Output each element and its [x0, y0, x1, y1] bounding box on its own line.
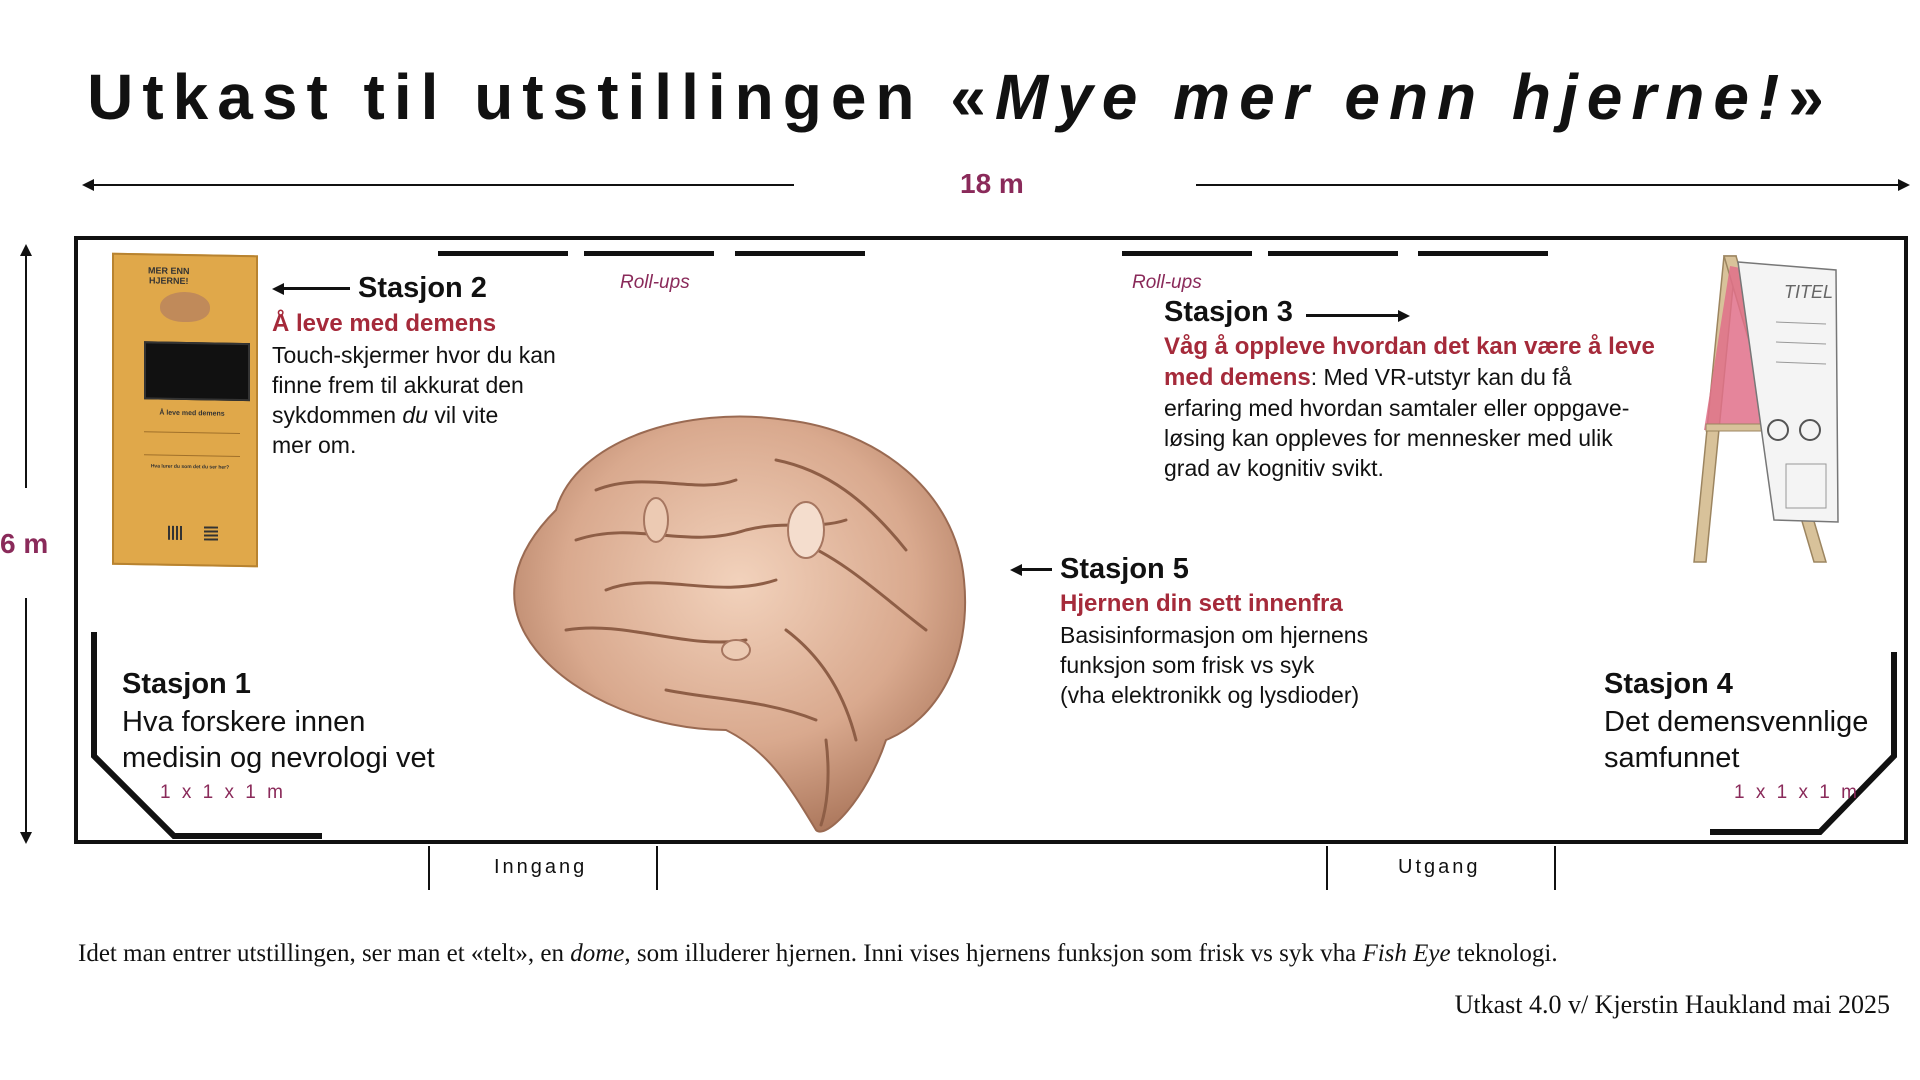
height-dimension-line-bottom	[25, 598, 27, 838]
entrance-marker-left	[428, 846, 430, 890]
width-dimension-arrow-left	[82, 179, 94, 191]
easel-title: TITEL	[1784, 282, 1834, 302]
station-4-title: Stasjon 4	[1604, 668, 1733, 700]
width-dimension-label: 18 m	[960, 168, 1024, 199]
rollups-label-right: Roll-ups	[1132, 272, 1202, 293]
station-3-title: Stasjon 3	[1164, 296, 1293, 328]
rollup-banner	[1122, 251, 1252, 256]
rollup-banner	[1418, 251, 1548, 256]
station-4-description: Det demensvennlige samfunnet	[1604, 706, 1869, 774]
kiosk-text-lines	[144, 431, 240, 457]
brain-icon	[160, 292, 210, 323]
entrance-marker-right	[656, 846, 658, 890]
station-2-title: Stasjon 2	[358, 272, 487, 304]
exit-marker-right	[1554, 846, 1556, 890]
station-3-description: Våg å oppleve hvordan det kan være å leve med demens: Med VR-utstyr kan du få erfaring med hvordan samtaler eller oppgave- løsing kan oppleves for mennesker med ulik grad av kognitiv svikt.	[1164, 333, 1655, 481]
width-dimension-line-left	[84, 184, 794, 186]
station-3-pointer-arrow	[1306, 310, 1410, 322]
rollup-banner	[438, 251, 568, 256]
width-dimension-arrow-right	[1898, 179, 1910, 191]
station-5-subtitle: Hjernen din sett innenfra	[1060, 590, 1343, 617]
qr-code-icon	[204, 526, 218, 540]
station-4-size: 1 x 1 x 1 m	[1734, 782, 1860, 803]
page-title: Utkast til utstillingen «Mye mer enn hjerne!»	[87, 61, 1833, 133]
height-dimension-label: 6 m	[0, 528, 49, 559]
hands-brain-illustration	[486, 400, 976, 850]
station-5-title: Stasjon 5	[1060, 553, 1189, 585]
entrance-label: Inngang	[494, 856, 588, 878]
height-dimension-arrow-up	[20, 244, 32, 256]
kiosk-header: MER ENN HJERNE!	[148, 265, 190, 287]
station-2-description: Touch-skjermer hvor du kan finne frem til akkurat den sykdommen du vil vite mer om.	[272, 342, 556, 458]
kiosk-question: Hva lurer du som det du ser her?	[150, 463, 230, 471]
qr-code-icon	[168, 526, 182, 540]
station-2-pointer-arrow	[272, 283, 350, 295]
rollup-banner	[584, 251, 714, 256]
exit-marker-left	[1326, 846, 1328, 890]
kiosk-caption: Å leve med demens	[159, 409, 225, 418]
station-5-pointer-arrow	[1010, 564, 1052, 576]
station-1-size: 1 x 1 x 1 m	[160, 782, 286, 803]
kiosk-screen	[144, 341, 250, 401]
height-dimension-arrow-down	[20, 832, 32, 844]
width-dimension-line-right	[1196, 184, 1904, 186]
station-5-description: Basisinformasjon om hjernens funksjon som frisk vs syk (vha elektronikk og lysdioder)	[1060, 622, 1369, 708]
station-1-description: Hva forskere innen medisin og nevrologi vet	[122, 706, 435, 774]
rollup-banner	[735, 251, 865, 256]
footer-description: Idet man entrer utstillingen, ser man et «telt», en dome, som illuderer hjernen. Inni vises hjernens funksjon som frisk vs syk vha Fish Eye teknologi.	[78, 940, 1558, 967]
touchscreen-kiosk-illustration	[112, 253, 258, 568]
rollups-label-left: Roll-ups	[620, 272, 690, 293]
station-2-subtitle: Å leve med demens	[272, 310, 497, 337]
rollup-banner	[1268, 251, 1398, 256]
exit-label: Utgang	[1398, 856, 1481, 878]
height-dimension-line-top	[25, 248, 27, 488]
station-1-title: Stasjon 1	[122, 668, 251, 700]
footer-credit: Utkast 4.0 v/ Kjerstin Haukland mai 2025	[1454, 990, 1890, 1019]
